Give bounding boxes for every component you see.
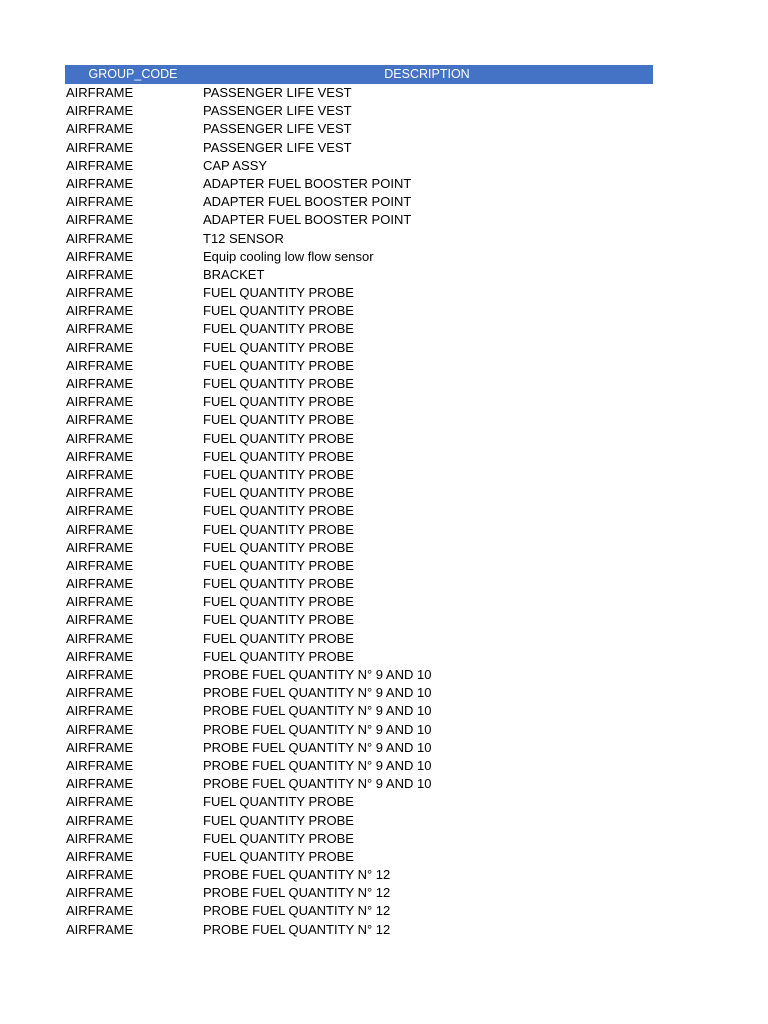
cell-description[interactable]: FUEL QUANTITY PROBE [203, 357, 354, 373]
table-row[interactable] [65, 230, 653, 248]
cell-group-code[interactable]: AIRFRAME [66, 539, 134, 555]
table-row[interactable] [65, 757, 653, 775]
table-row[interactable] [65, 411, 653, 429]
cell-group-code[interactable]: AIRFRAME [66, 885, 134, 901]
cell-description[interactable]: PASSENGER LIFE VEST [203, 121, 352, 137]
table-row[interactable] [65, 84, 653, 102]
cell-group-code[interactable]: AIRFRAME [66, 648, 134, 664]
cell-group-code[interactable]: AIRFRAME [66, 139, 134, 155]
cell-group-code[interactable]: AIRFRAME [66, 303, 134, 319]
cell-group-code[interactable]: AIRFRAME [66, 485, 134, 501]
table-row[interactable] [65, 539, 653, 557]
table-row[interactable] [65, 484, 653, 502]
cell-description[interactable]: FUEL QUANTITY PROBE [203, 466, 354, 482]
cell-description[interactable]: FUEL QUANTITY PROBE [203, 430, 354, 446]
table-row[interactable] [65, 211, 653, 229]
cell-description[interactable]: FUEL QUANTITY PROBE [203, 648, 354, 664]
cell-group-code[interactable]: AIRFRAME [66, 121, 134, 137]
cell-description[interactable]: FUEL QUANTITY PROBE [203, 557, 354, 573]
cell-group-code[interactable]: AIRFRAME [66, 466, 134, 482]
table-row[interactable] [65, 157, 653, 175]
cell-description[interactable]: FUEL QUANTITY PROBE [203, 376, 354, 391]
table-row[interactable] [65, 666, 653, 684]
cell-description[interactable]: CAP ASSY [203, 157, 268, 173]
cell-group-code[interactable]: AIRFRAME [66, 612, 134, 628]
table-row[interactable] [65, 557, 653, 575]
cell-description[interactable]: PASSENGER LIFE VEST [203, 85, 352, 100]
cell-description[interactable]: PROBE FUEL QUANTITY N° 9 AND 10 [203, 757, 432, 773]
table-row[interactable] [65, 630, 653, 648]
cell-description[interactable]: FUEL QUANTITY PROBE [203, 594, 354, 610]
cell-group-code[interactable]: AIRFRAME [66, 85, 134, 100]
table-row[interactable] [65, 448, 653, 466]
cell-description[interactable]: PROBE FUEL QUANTITY N° 12 [203, 903, 391, 919]
column-header-description[interactable]: DESCRIPTION [384, 67, 470, 81]
cell-description[interactable]: PROBE FUEL QUANTITY N° 9 AND 10 [203, 667, 432, 682]
table-header-row [65, 65, 653, 84]
cell-group-code[interactable]: AIRFRAME [66, 812, 134, 828]
table-row[interactable] [65, 502, 653, 520]
cell-description[interactable]: FUEL QUANTITY PROBE [203, 830, 354, 846]
table-row[interactable] [65, 248, 653, 266]
cell-description[interactable]: FUEL QUANTITY PROBE [203, 848, 354, 864]
cell-description[interactable]: FUEL QUANTITY PROBE [203, 339, 354, 355]
cell-description[interactable]: FUEL QUANTITY PROBE [203, 521, 354, 537]
cell-description[interactable]: ADAPTER FUEL BOOSTER POINT [203, 194, 412, 210]
cell-group-code[interactable]: AIRFRAME [66, 103, 134, 119]
cell-description[interactable]: ADAPTER FUEL BOOSTER POINT [203, 175, 412, 191]
cell-group-code[interactable]: AIRFRAME [66, 867, 134, 883]
cell-description[interactable]: PROBE FUEL QUANTITY N° 9 AND 10 [203, 685, 432, 701]
table-row[interactable] [65, 721, 653, 739]
table-row[interactable] [65, 320, 653, 338]
cell-description[interactable]: BRACKET [203, 266, 265, 282]
cell-group-code[interactable]: AIRFRAME [66, 739, 134, 755]
cell-group-code[interactable]: AIRFRAME [66, 248, 134, 264]
cell-group-code[interactable]: AIRFRAME [66, 230, 134, 246]
cell-group-code[interactable]: AIRFRAME [66, 757, 134, 773]
table-row[interactable] [65, 702, 653, 720]
cell-description[interactable]: FUEL QUANTITY PROBE [203, 303, 354, 319]
cell-group-code[interactable]: AIRFRAME [66, 357, 134, 373]
cell-description[interactable]: FUEL QUANTITY PROBE [203, 321, 354, 337]
cell-group-code[interactable]: AIRFRAME [66, 703, 134, 719]
table-row[interactable] [65, 830, 653, 848]
table-row[interactable] [65, 357, 653, 375]
cell-description[interactable]: FUEL QUANTITY PROBE [203, 612, 354, 628]
table-row[interactable] [65, 739, 653, 757]
cell-group-code[interactable]: AIRFRAME [66, 576, 134, 592]
cell-description[interactable]: FUEL QUANTITY PROBE [203, 503, 354, 519]
cell-description[interactable]: PROBE FUEL QUANTITY N° 9 AND 10 [203, 739, 432, 755]
cell-group-code[interactable]: AIRFRAME [66, 376, 134, 391]
table-row[interactable] [65, 684, 653, 702]
table-row[interactable] [65, 466, 653, 484]
cell-group-code[interactable]: AIRFRAME [66, 412, 134, 428]
cell-group-code[interactable]: AIRFRAME [66, 175, 134, 191]
cell-description[interactable]: FUEL QUANTITY PROBE [203, 812, 354, 828]
cell-group-code[interactable]: AIRFRAME [66, 212, 134, 228]
cell-description[interactable]: PROBE FUEL QUANTITY N° 9 AND 10 [203, 776, 432, 792]
cell-group-code[interactable]: AIRFRAME [66, 903, 134, 919]
cell-group-code[interactable]: AIRFRAME [66, 503, 134, 519]
cell-group-code[interactable]: AIRFRAME [66, 194, 134, 210]
cell-description[interactable]: FUEL QUANTITY PROBE [203, 448, 354, 464]
cell-group-code[interactable]: AIRFRAME [66, 266, 134, 282]
cell-description[interactable]: PROBE FUEL QUANTITY N° 12 [203, 885, 391, 901]
cell-description[interactable]: PROBE FUEL QUANTITY N° 12 [203, 867, 391, 883]
cell-group-code[interactable]: AIRFRAME [66, 594, 134, 610]
cell-group-code[interactable]: AIRFRAME [66, 430, 134, 446]
cell-description[interactable]: FUEL QUANTITY PROBE [203, 539, 354, 555]
cell-group-code[interactable]: AIRFRAME [66, 557, 134, 573]
cell-group-code[interactable]: AIRFRAME [66, 321, 134, 337]
table-row[interactable] [65, 866, 653, 884]
cell-description[interactable]: FUEL QUANTITY PROBE [203, 576, 354, 592]
table-row[interactable] [65, 393, 653, 411]
cell-description[interactable]: PROBE FUEL QUANTITY N° 9 AND 10 [203, 703, 432, 719]
table-row[interactable] [65, 921, 653, 939]
table-row[interactable] [65, 902, 653, 920]
cell-group-code[interactable]: AIRFRAME [66, 830, 134, 846]
cell-description[interactable]: Equip cooling low flow sensor [203, 248, 374, 264]
cell-description[interactable]: PROBE FUEL QUANTITY N° 12 [203, 921, 391, 937]
table-row[interactable] [65, 848, 653, 866]
cell-group-code[interactable]: AIRFRAME [66, 667, 134, 682]
cell-group-code[interactable]: AIRFRAME [66, 630, 134, 646]
cell-group-code[interactable]: AIRFRAME [66, 794, 134, 810]
cell-group-code[interactable]: AIRFRAME [66, 776, 134, 792]
spreadsheet-table [65, 65, 653, 939]
table-body [65, 84, 653, 939]
cell-group-code[interactable]: AIRFRAME [66, 157, 134, 173]
cell-description[interactable]: FUEL QUANTITY PROBE [203, 412, 354, 428]
table-row[interactable] [65, 593, 653, 611]
cell-description[interactable]: FUEL QUANTITY PROBE [203, 285, 354, 301]
table-row[interactable] [65, 193, 653, 211]
table-row[interactable] [65, 284, 653, 302]
cell-group-code[interactable]: AIRFRAME [66, 521, 134, 537]
cell-description[interactable]: FUEL QUANTITY PROBE [203, 794, 354, 810]
table-row[interactable] [65, 575, 653, 593]
table-row[interactable] [65, 375, 653, 393]
table-row[interactable] [65, 793, 653, 811]
column-header-group-code[interactable]: GROUP_CODE [88, 67, 178, 81]
table-row[interactable] [65, 302, 653, 320]
table-row[interactable] [65, 120, 653, 138]
table-row[interactable] [65, 339, 653, 357]
table-row[interactable] [65, 521, 653, 539]
cell-group-code[interactable]: AIRFRAME [66, 685, 134, 701]
cell-group-code[interactable]: AIRFRAME [66, 448, 134, 464]
cell-description[interactable]: ADAPTER FUEL BOOSTER POINT [203, 212, 412, 228]
table-row[interactable] [65, 775, 653, 793]
cell-description[interactable]: PASSENGER LIFE VEST [203, 103, 352, 119]
cell-group-code[interactable]: AIRFRAME [66, 721, 134, 737]
cell-description[interactable]: FUEL QUANTITY PROBE [203, 485, 354, 501]
cell-description[interactable]: T12 SENSOR [203, 230, 284, 246]
table-row[interactable] [65, 139, 653, 157]
cell-group-code[interactable]: AIRFRAME [66, 921, 134, 937]
cell-group-code[interactable]: AIRFRAME [66, 285, 134, 301]
table-row[interactable] [65, 884, 653, 902]
cell-description[interactable]: PROBE FUEL QUANTITY N° 9 AND 10 [203, 721, 432, 737]
cell-description[interactable]: PASSENGER LIFE VEST [203, 139, 352, 155]
table-row[interactable] [65, 175, 653, 193]
cell-description[interactable]: FUEL QUANTITY PROBE [203, 394, 354, 410]
table-row[interactable] [65, 102, 653, 120]
cell-description[interactable]: FUEL QUANTITY PROBE [203, 630, 354, 646]
table-row[interactable] [65, 812, 653, 830]
table-row[interactable] [65, 430, 653, 448]
cell-group-code[interactable]: AIRFRAME [66, 394, 134, 410]
table-row[interactable] [65, 648, 653, 666]
table-row[interactable] [65, 266, 653, 284]
cell-group-code[interactable]: AIRFRAME [66, 339, 134, 355]
table-row[interactable] [65, 611, 653, 629]
cell-group-code[interactable]: AIRFRAME [66, 848, 134, 864]
